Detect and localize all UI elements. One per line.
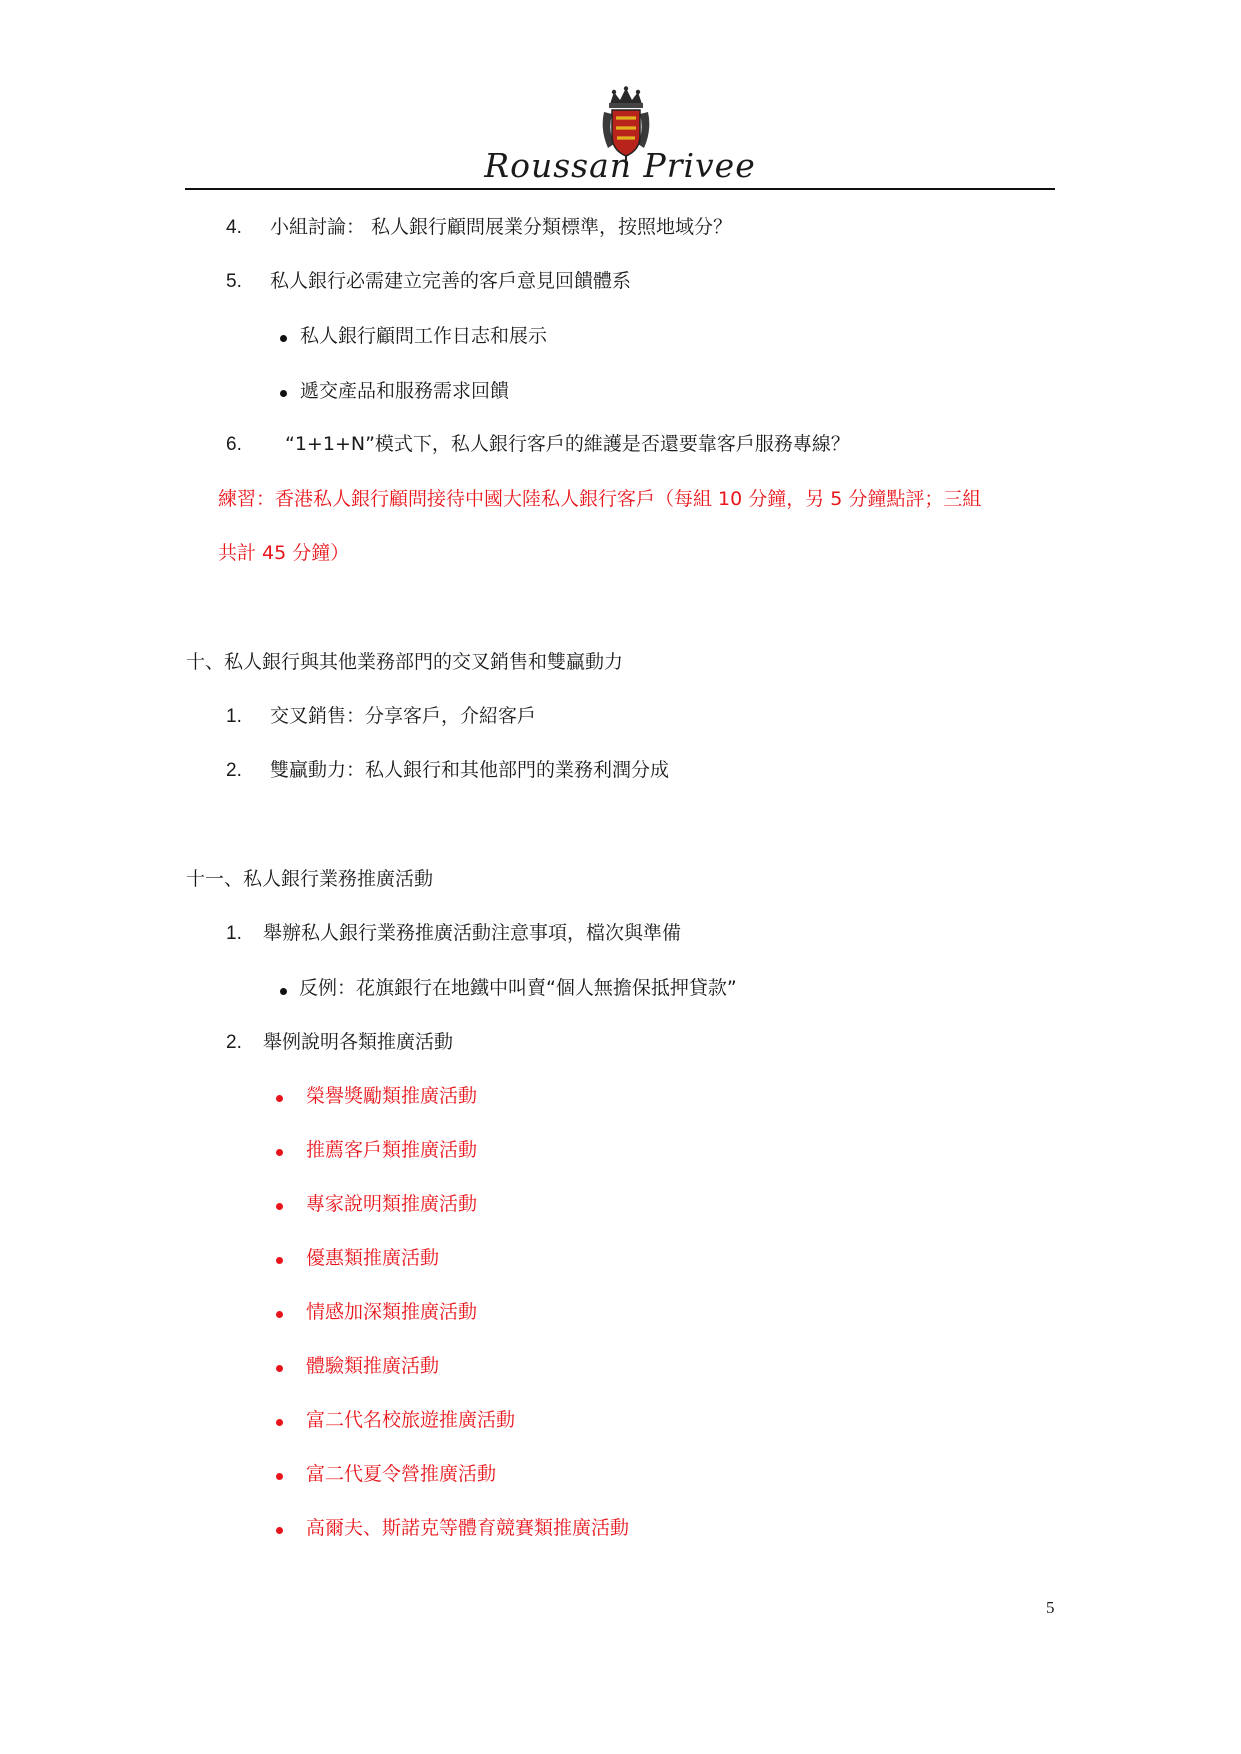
header-rule <box>185 188 1055 190</box>
activity-item: 推薦客戶類推廣活動 <box>306 1139 478 1161</box>
bullet-icon <box>276 1203 283 1210</box>
activity-item: 高爾夫、斯諾克等體育競賽類推廣活動 <box>306 1517 630 1539</box>
bullet-icon <box>276 1149 283 1156</box>
list-item-text: 私人銀行必需建立完善的客戶意見回饋體系 <box>270 270 632 292</box>
activity-item: 情感加深類推廣活動 <box>306 1301 478 1323</box>
page-number: 5 <box>1046 1598 1055 1617</box>
activity-item: 體驗類推廣活動 <box>306 1355 440 1377</box>
list-number: 5. <box>226 271 242 292</box>
section-heading: 十、私人銀行與其他業務部門的交叉銷售和雙贏動力 <box>186 651 624 673</box>
list-item-text: 舉例說明各類推廣活動 <box>263 1031 454 1053</box>
bullet-item-text: 遞交產品和服務需求回饋 <box>300 380 510 402</box>
exercise-text-line-1: 練習：香港私人銀行顧問接待中國大陸私人銀行客戶（每組 10 分鐘，另 5 分鐘點評；三組 <box>218 488 982 510</box>
bullet-icon <box>276 1473 283 1480</box>
bullet-icon <box>276 1527 283 1534</box>
bullet-icon <box>280 988 287 995</box>
bullet-icon <box>276 1419 283 1426</box>
bullet-item-text: 反例：花旗銀行在地鐵中叫賣“個人無擔保抵押貸款” <box>299 977 737 999</box>
activity-item: 優惠類推廣活動 <box>306 1247 440 1269</box>
list-item-text: 小組討論： 私人銀行顧問展業分類標準，按照地域分？ <box>270 216 733 238</box>
activity-item: 富二代名校旅遊推廣活動 <box>306 1409 516 1431</box>
bullet-icon <box>276 1311 283 1318</box>
list-item-text: “1+1+N”模式下，私人銀行客戶的維護是否還要靠客戶服務專線？ <box>285 433 850 455</box>
list-number: 2. <box>226 1032 242 1053</box>
bullet-icon <box>280 390 287 397</box>
list-number: 1. <box>226 923 242 944</box>
bullet-icon <box>276 1365 283 1372</box>
list-number: 1. <box>226 706 242 727</box>
list-item-text: 交叉銷售：分享客戶，介紹客戶 <box>270 705 537 727</box>
brand-logotype: Roussan Privee <box>484 146 756 185</box>
exercise-text-line-2: 共計 45 分鐘） <box>218 542 350 564</box>
list-number: 2. <box>226 760 242 781</box>
bullet-icon <box>280 335 287 342</box>
bullet-icon <box>276 1095 283 1102</box>
list-number: 4. <box>226 217 242 238</box>
activity-item: 富二代夏令營推廣活動 <box>306 1463 497 1485</box>
list-item-text: 雙贏動力：私人銀行和其他部門的業務利潤分成 <box>270 759 670 781</box>
activity-item: 榮譽獎勵類推廣活動 <box>306 1085 478 1107</box>
bullet-icon <box>276 1257 283 1264</box>
activity-item: 專家說明類推廣活動 <box>306 1193 478 1215</box>
section-heading: 十一、私人銀行業務推廣活動 <box>186 868 434 890</box>
list-number: 6. <box>226 434 242 455</box>
bullet-item-text: 私人銀行顧問工作日志和展示 <box>300 325 548 347</box>
list-item-text: 舉辦私人銀行業務推廣活動注意事項，檔次與準備 <box>263 922 682 944</box>
